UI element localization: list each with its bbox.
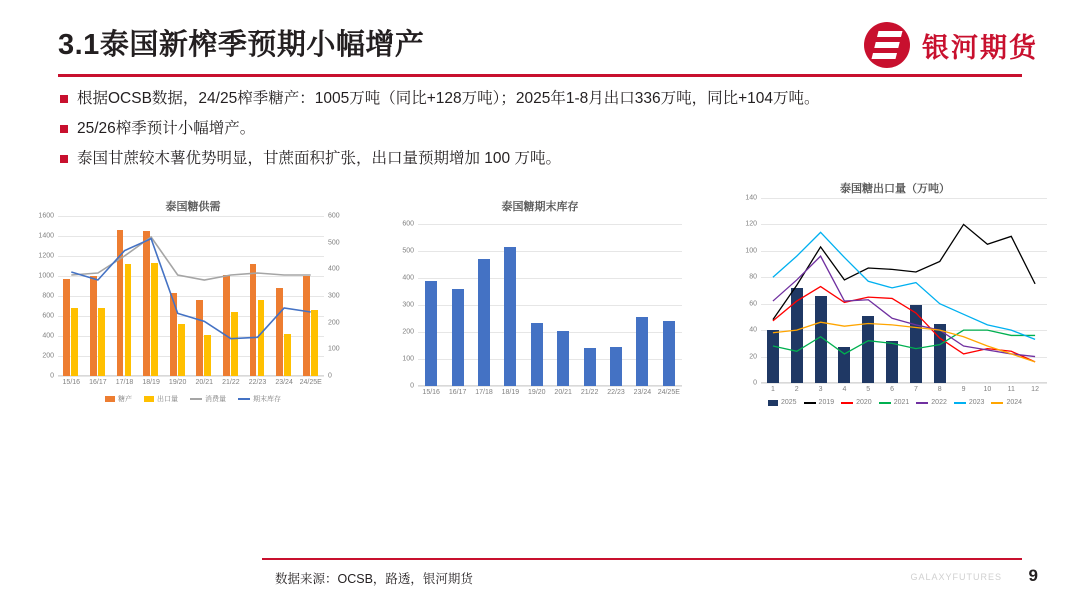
legend-swatch: [916, 402, 928, 404]
chart-line: [773, 287, 1035, 362]
x-tick-label: 21/22: [222, 379, 240, 386]
bar: [452, 289, 464, 386]
bullet-list: [60, 88, 1040, 178]
x-tick-label: 3: [818, 386, 823, 393]
y-tick-label: 120: [745, 220, 757, 228]
legend-item: [190, 394, 226, 404]
chart-plot-area: [745, 194, 1047, 393]
chart-series-overlay: [761, 198, 1047, 383]
y-tick-label: 1000: [38, 272, 54, 280]
y-tick-label: 200: [328, 319, 340, 327]
chart-series-overlay: [58, 216, 324, 376]
y-tick-label: 80: [749, 273, 757, 281]
chart-title: 泰国糖出口量（万吨）: [840, 183, 950, 195]
y-tick-label: 300: [402, 301, 414, 309]
legend-swatch: [105, 396, 115, 402]
y-tick-label: 200: [42, 352, 54, 360]
x-tick-label: 19/20: [168, 379, 187, 386]
chart-thai-sugar-supply-demand: [28, 198, 358, 404]
chart-thai-sugar-ending-stocks: [390, 198, 690, 396]
bullet-item: [60, 88, 1040, 109]
x-tick-label: 16/17: [89, 379, 107, 386]
bar: [610, 347, 622, 386]
x-tick-label: 8: [937, 386, 942, 393]
brand-logo: [864, 22, 1038, 68]
gridline: [58, 376, 324, 377]
bullet-text: 根据OCSB数据，24/25榨季糖产：1005万吨（同比+128万吨）；2025年1-8月出口336万吨，同比+104万吨。: [77, 90, 820, 107]
legend-item: [916, 399, 947, 406]
y-tick-label: 0: [50, 372, 54, 380]
y-tick-label: 0: [753, 379, 757, 387]
legend-label: 2021: [893, 399, 910, 406]
legend-swatch: [991, 402, 1003, 404]
x-tick-label: 24/25E: [299, 379, 322, 386]
legend-label: 消费量: [205, 396, 226, 403]
x-tick-label: 11: [1007, 386, 1015, 393]
chart-title: 泰国糖供需: [165, 201, 221, 213]
x-tick-label: 12: [1031, 386, 1039, 393]
x-tick-label: 20/21: [554, 389, 572, 396]
chart-legend: [28, 394, 358, 404]
legend-label: 2025: [780, 399, 797, 406]
chart-line: [773, 232, 1035, 339]
x-tick-label: 24/25E: [657, 389, 680, 396]
legend-item: [991, 399, 1022, 406]
y-tick-label: 500: [402, 247, 414, 255]
legend-item: [841, 399, 872, 406]
x-tick-label: 9: [961, 386, 966, 393]
y-tick-label: 600: [328, 212, 340, 220]
y-tick-label: 100: [402, 355, 414, 363]
legend-item: [144, 394, 178, 404]
x-tick-label: 20/21: [195, 379, 214, 386]
x-tick-label: 5: [866, 386, 871, 393]
x-tick-label: 17/18: [115, 379, 134, 386]
bar: [504, 247, 516, 386]
y-tick-label: 500: [328, 239, 340, 247]
chart-legend: [735, 399, 1055, 406]
chart-line: [71, 239, 310, 339]
page-title: 3.1泰国新榨季预期小幅增产: [58, 29, 425, 61]
x-tick-label: 4: [842, 386, 847, 393]
x-tick-label: 10: [983, 386, 992, 393]
x-tick-label: 23/24: [633, 389, 652, 396]
x-tick-label: 1: [770, 386, 775, 393]
chart-plot-area: [38, 212, 340, 386]
chart-title: 泰国糖期末库存: [501, 201, 579, 213]
gridline: [418, 224, 682, 225]
chart-line: [71, 237, 310, 280]
chart-thai-sugar-exports: [735, 180, 1055, 406]
x-tick-label: 15/16: [62, 379, 81, 386]
bar: [478, 259, 490, 386]
x-tick-label: 21/22: [580, 389, 599, 396]
legend-label: 期末库存: [253, 396, 281, 403]
chart-plot-area: [402, 220, 682, 396]
legend-label: 2024: [1006, 399, 1023, 406]
page-number: 9: [1028, 566, 1038, 585]
x-tick-label: 15/16: [422, 389, 440, 396]
bullet-item: [60, 118, 1040, 139]
y-tick-label: 1200: [38, 252, 54, 260]
y-tick-label: 400: [328, 265, 340, 273]
legend-swatch: [954, 402, 966, 404]
bar: [425, 281, 437, 386]
x-tick-label: 2: [794, 386, 799, 393]
y-tick-label: 0: [328, 372, 332, 380]
x-tick-label: 16/17: [448, 389, 467, 396]
legend-item: [238, 394, 281, 404]
legend-label: 2022: [931, 399, 947, 406]
legend-label: 糖产: [118, 396, 132, 403]
legend-label: 2023: [968, 399, 985, 406]
title-divider: [58, 74, 1022, 77]
bar: [557, 331, 569, 386]
legend-swatch: [841, 402, 853, 404]
galaxy-logo-icon: [864, 22, 910, 68]
gridline: [418, 278, 682, 279]
y-tick-label: 600: [402, 220, 414, 228]
y-tick-label: 200: [402, 328, 414, 336]
bar: [584, 348, 596, 386]
y-tick-label: 600: [42, 312, 54, 320]
x-tick-label: 22/23: [248, 379, 267, 386]
y-tick-label: 400: [42, 332, 54, 340]
x-tick-label: 18/19: [501, 389, 520, 396]
x-tick-label: 17/18: [475, 389, 493, 396]
legend-item: [804, 399, 835, 406]
bar: [531, 323, 543, 386]
legend-item: [768, 399, 797, 406]
legend-swatch: [804, 402, 816, 404]
x-tick-label: 22/23: [607, 389, 625, 396]
watermark: GALAXYFUTURES: [910, 572, 1002, 582]
bullet-text: 泰国甘蔗较木薯优势明显，甘蔗面积扩张，出口量预期增加 100 万吨。: [77, 150, 561, 167]
gridline: [418, 251, 682, 252]
y-tick-label: 100: [745, 247, 757, 255]
x-tick-label: 19/20: [528, 389, 546, 396]
y-tick-label: 1400: [38, 232, 54, 240]
chart-line: [773, 330, 1035, 354]
legend-swatch: [144, 396, 154, 402]
bullet-text: 25/26榨季预计小幅增产。: [77, 120, 256, 137]
footer-divider: [262, 558, 1022, 560]
x-tick-label: 7: [913, 386, 918, 393]
legend-item: [879, 399, 910, 406]
y-tick-label: 60: [749, 300, 757, 308]
y-tick-label: 140: [745, 194, 757, 202]
gridline: [761, 383, 1047, 384]
legend-item: [105, 394, 132, 404]
legend-label: 2019: [818, 399, 835, 406]
bullet-marker-icon: [60, 155, 68, 163]
x-tick-label: 23/24: [275, 379, 293, 386]
y-tick-label: 0: [410, 382, 414, 390]
y-tick-label: 20: [749, 353, 757, 361]
legend-swatch: [238, 398, 250, 400]
source-note: 数据来源：OCSB，路透，银河期货: [275, 572, 473, 586]
gridline: [418, 386, 682, 387]
bar: [663, 321, 675, 386]
brand-name: 银河期货: [922, 32, 1038, 63]
bullet-marker-icon: [60, 125, 68, 133]
bullet-marker-icon: [60, 95, 68, 103]
y-tick-label: 300: [328, 292, 340, 300]
bar: [636, 317, 648, 386]
y-tick-label: 1600: [38, 212, 54, 220]
x-tick-label: 6: [890, 386, 895, 393]
legend-swatch: [879, 402, 891, 404]
bullet-item: [60, 148, 1040, 169]
y-tick-label: 100: [328, 345, 340, 353]
y-tick-label: 400: [402, 274, 414, 282]
legend-swatch: [768, 400, 778, 406]
x-tick-label: 18/19: [142, 379, 160, 386]
legend-item: [954, 399, 985, 406]
legend-label: 2020: [856, 399, 872, 406]
y-tick-label: 800: [42, 292, 54, 300]
legend-swatch: [190, 398, 202, 400]
y-tick-label: 40: [749, 326, 757, 334]
legend-label: 出口量: [157, 396, 178, 403]
